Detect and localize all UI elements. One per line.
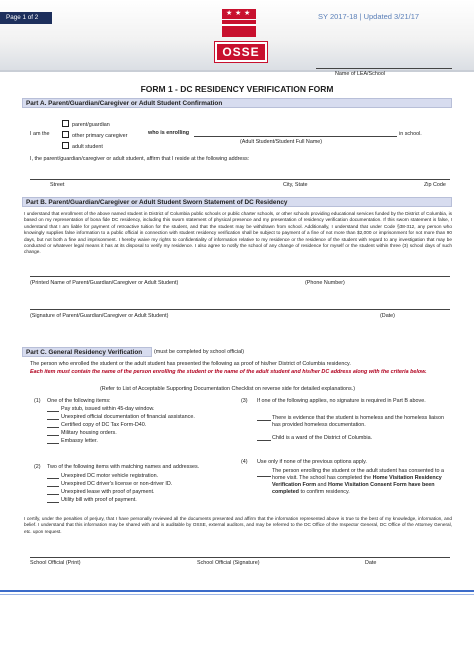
official-signature-field[interactable] [30,557,450,558]
option-1-item: Military housing orders. [61,430,117,436]
header-divider [0,70,474,72]
lea-line [316,68,452,69]
option-2-item: Unexpired DC driver's license or non-driver ID. [61,481,173,487]
logo-stars: ★ ★ ★ [222,9,256,19]
option-1-item: Certified copy of DC Tax Form-D40. [61,422,147,428]
option-1-check-0[interactable] [47,411,59,412]
osse-logo: OSSE [215,42,267,62]
part-c-emphasis: Each item must contain the name of the person enrolling the student or the name of the adult student and his/her DC address along with the criteria below. [30,369,427,375]
footer-rule [0,590,474,592]
part-a-heading: Part A. Parent/Guardian/Caregiver or Adult Student Confirmation [22,98,452,108]
option-1-check-2[interactable] [47,427,59,428]
option-1-check-4[interactable] [47,443,59,444]
option-3-item: There is evidence that the student is homeless and the homeless liaison has provided homeless documentation. [272,415,445,428]
option-2-check-2[interactable] [47,494,59,495]
option-2-number: (2) [34,464,41,470]
option-2-item: Unexpired lease with proof of payment. [61,489,155,495]
part-c-intro: The person who enrolled the student or the adult student has presented the following as proof of his/her District of Columbia residency. [30,361,351,367]
option-4-text-end: to confirm residency. [300,489,350,495]
student-name-caption: (Adult Student/Student Full Name) [240,139,323,145]
lea-label: Name of LEA/School [335,71,386,77]
option-3-item: Child is a ward of the District of Columbia. [272,435,373,441]
sworn-statement-text: I understand that enrollment of the above named student in District of Columbia public schools or public charter schools, or other schools providing educational services funded by the District of Columbia, is based on my representation of bona fide DC residency, including this sworn statement of physical presence and my presentation of residency verification documentation. If this sworn statement is false, I understand that I am liable for payment of retroactive tuition for the student, and that the student may be withdrawn from school. Additionally, I understand that under Code §38-312, any person who knowingly supplies false information to a public official in connection with student residency verification shall be subject to payment of a fine of not more than $2,000 or imprisonment for not more than 90 days, but not both a fine and imprisonment. I hereby waive my rights to confidentiality of information relative to my residence or the residence of the student with regard to any investigation that may be conducted or whatever legal means it has at its disposal to verify my residence. I also agree to notify the school of any change of residence for myself or the student within three (3) school days of such change. [24,211,452,255]
option-1-lead: One of the following items: [47,398,111,404]
option-3-number: (3) [241,398,248,404]
option-2-item: Unexpired DC motor vehicle registration. [61,473,159,479]
option-1-item: Embassy letter. [61,438,98,444]
part-c-refer: (Refer to List of Acceptable Supporting Documentation Checklist on reverse side for detailed explanations.) [100,386,355,392]
form-title: FORM 1 - DC RESIDENCY VERIFICATION FORM [140,84,334,94]
option-3-lead: If one of the following applies, no signature is required in Part B above. [257,398,426,404]
checkbox-adult-student[interactable] [62,142,69,149]
option-4-text-a: The person enrolling the student or the adult student has consented to a home visit. The school has completed the [272,468,445,481]
option-4-form-name: Home Visitation Residency Verification Form [272,475,442,488]
student-name-field[interactable] [194,136,397,137]
signature-label: (Signature of Parent/Guardian/Caregiver or Adult Student) [30,313,169,319]
city-state-label: City, State [283,182,308,188]
official-date-label: Date [365,560,377,566]
option-1-item: Pay stub, issued within 45-day window. [61,406,155,412]
version-label: SY 2017-18 | Updated 3/21/17 [318,12,420,21]
address-field[interactable] [30,179,450,180]
printed-name-label: (Printed Name of Parent/Guardian/Caregiver or Adult Student) [30,280,179,286]
option-3-check-0[interactable] [257,420,271,421]
option-parent-guardian: parent/guardian [72,122,110,128]
option-1-number: (1) [34,398,41,404]
option-4-number: (4) [241,459,248,465]
option-2-lead: Two of the following items with matching names and addresses. [47,464,200,470]
option-2-check-1[interactable] [47,486,59,487]
i-am-the-label: I am the [30,131,50,137]
option-adult-student: adult student [72,144,103,150]
official-print-label: School Official (Print) [30,560,81,566]
option-1-check-3[interactable] [47,435,59,436]
part-b-heading: Part B. Parent/Guardian/Caregiver or Adult Student Sworn Statement of DC Residency [22,197,452,207]
phone-label: (Phone Number) [305,280,345,286]
street-label: Street [50,182,65,188]
certification-text: I certify, under the penalties of perjury, that I have personally reviewed all the documents presented and affirm that the information represented above is true to the best of my knowledge, information, and belief. I understand that this information may be shared with and is auditable by OSSE, external auditors, and may be referred to the DC Office of the Inspector General, DC Office of the Attorney General, etc. upon request. [24,516,452,534]
checkbox-other-caregiver[interactable] [62,131,69,138]
who-is-enrolling-label: who is enrolling [148,130,190,136]
option-2-check-0[interactable] [47,478,59,479]
part-c-note: (must be completed by school official) [154,349,245,355]
option-4-check[interactable] [257,476,271,477]
page-indicator: Page 1 of 2 [0,12,52,24]
option-1-item: Unexpired official documentation of financial assistance. [61,414,195,420]
option-3-check-1[interactable] [257,440,271,441]
option-1-check-1[interactable] [47,419,59,420]
logo-bars [222,20,256,37]
checkbox-parent-guardian[interactable] [62,120,69,127]
option-4-and: and [317,482,327,488]
date-label: (Date) [380,313,395,319]
printed-name-phone-field[interactable] [30,276,450,277]
option-4-text [272,468,452,496]
signature-date-field[interactable] [30,309,450,310]
zip-label: Zip Code [424,182,446,188]
option-2-item: Utility bill with proof of payment. [61,497,137,503]
in-school-label: in school. [399,131,422,137]
option-2-check-3[interactable] [47,502,59,503]
footer-rule-thin [0,594,474,595]
residence-affirm-text: I, the parent/guardian/caregiver or adult student, affirm that I reside at the following address: [30,156,250,162]
official-signature-label: School Official (Signature) [197,560,260,566]
option-4-consent-form: Home Visitation Consent Form have been completed [272,482,435,495]
option-4-lead: Use only if none of the previous options apply. [257,459,367,465]
part-c-heading: Part C. General Residency Verification [22,347,152,357]
option-other-caregiver: other primary caregiver [72,133,128,139]
